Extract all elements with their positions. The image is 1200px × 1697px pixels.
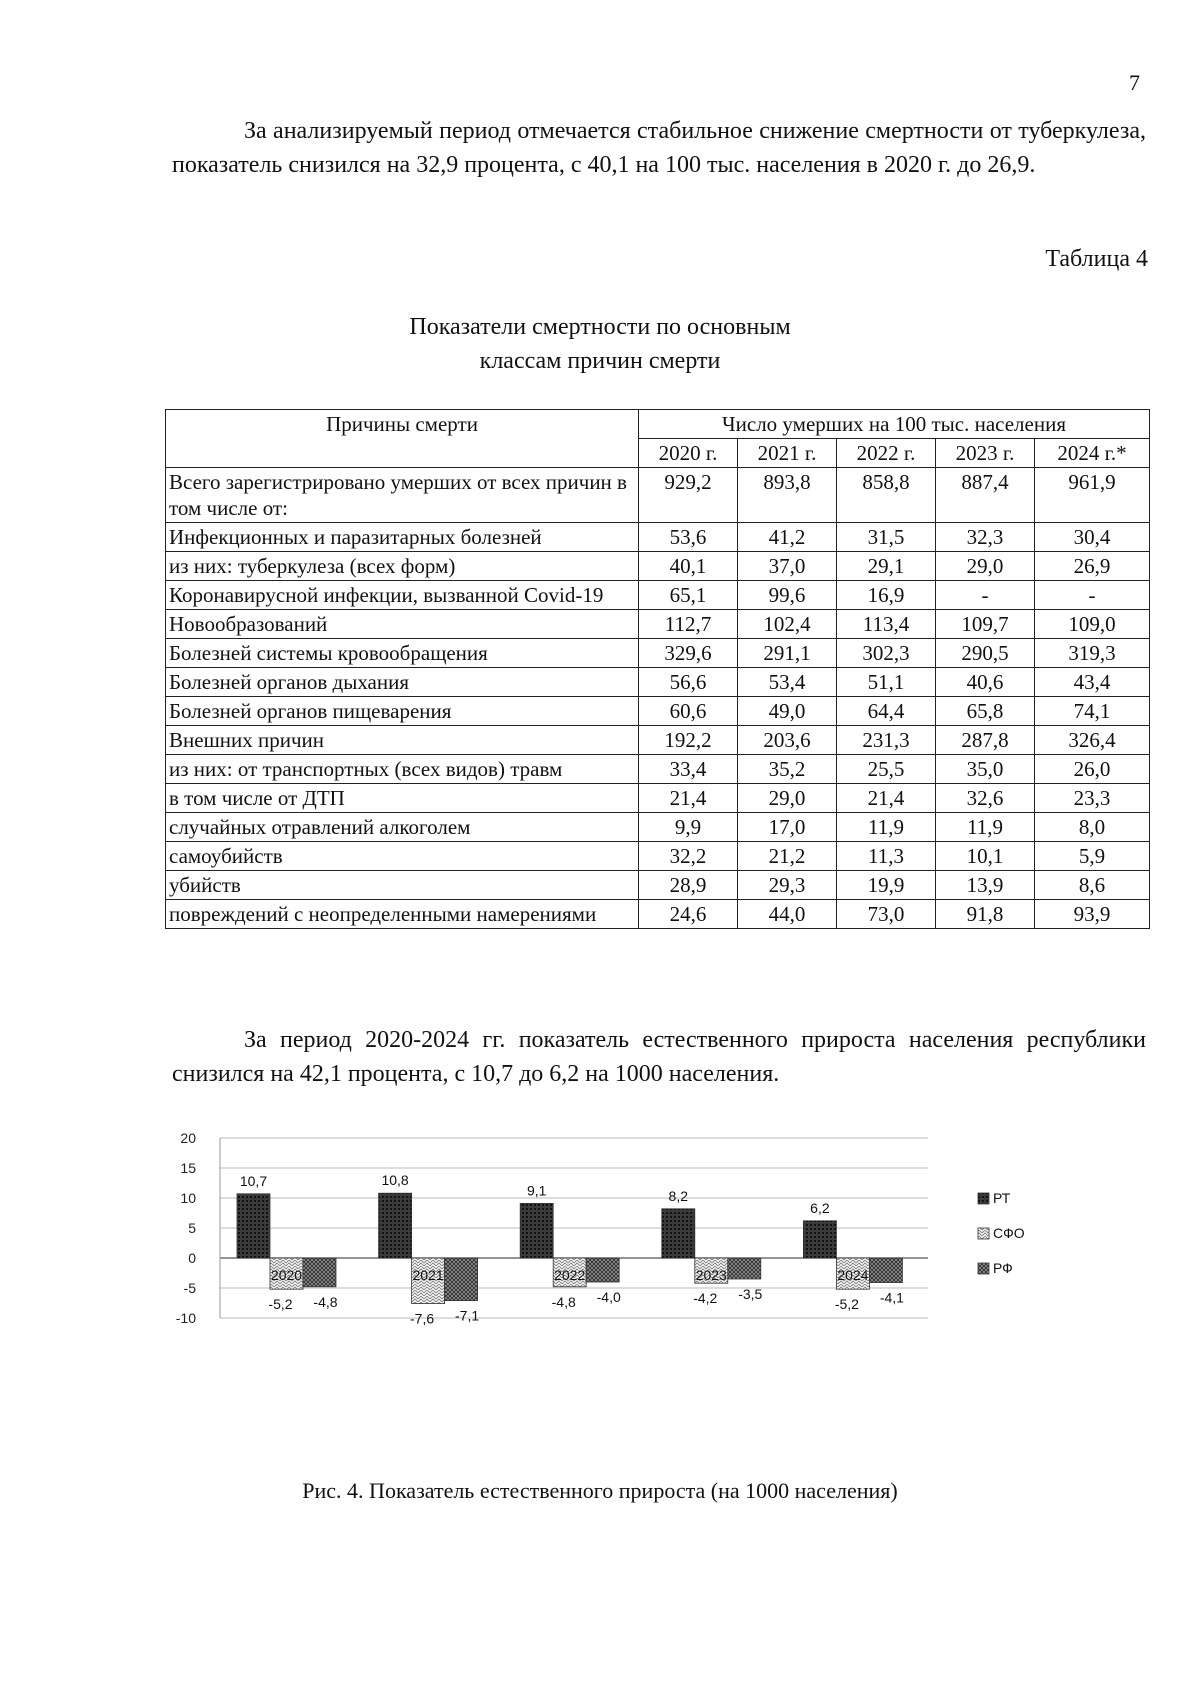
y-tick-label: 20 <box>180 1130 196 1146</box>
category-label: 2022 <box>554 1267 586 1283</box>
year-header: 2021 г. <box>738 439 837 468</box>
value-cell: 29,1 <box>837 552 936 581</box>
category-label: 2024 <box>837 1267 869 1283</box>
year-header: 2024 г.* <box>1035 439 1150 468</box>
value-cell: 49,0 <box>738 697 837 726</box>
value-cell: 21,2 <box>738 842 837 871</box>
value-cell: 53,4 <box>738 668 837 697</box>
bar-РФ-2023 <box>728 1258 761 1279</box>
value-cell: 32,2 <box>639 842 738 871</box>
table-row <box>166 784 1150 813</box>
value-cell: 33,4 <box>639 755 738 784</box>
value-cell: 29,3 <box>738 871 837 900</box>
value-cell: 41,2 <box>738 523 837 552</box>
value-cell: 109,7 <box>936 610 1035 639</box>
value-cell: 32,6 <box>936 784 1035 813</box>
value-cell: - <box>1035 581 1150 610</box>
value-cell: 319,3 <box>1035 639 1150 668</box>
value-cell: 26,9 <box>1035 552 1150 581</box>
table-body <box>166 468 1150 929</box>
chart-bars <box>237 1193 902 1303</box>
value-cell: 858,8 <box>837 468 936 523</box>
cause-cell: Внешних причин <box>166 726 639 755</box>
value-cell: 9,9 <box>639 813 738 842</box>
cause-cell: случайных отравлений алкоголем <box>166 813 639 842</box>
table-row <box>166 871 1150 900</box>
value-cell: 302,3 <box>837 639 936 668</box>
category-label: 2021 <box>412 1267 444 1283</box>
cause-cell: Болезней органов дыхания <box>166 668 639 697</box>
y-tick-label: 15 <box>180 1160 196 1176</box>
table-title-line: Показатели смертности по основным <box>409 314 791 340</box>
value-cell: 26,0 <box>1035 755 1150 784</box>
data-label: -7,6 <box>410 1310 435 1327</box>
paragraph-text: За анализируемый период отмечается стабильное снижение смертности от туберкулеза, показатель снизился на 32,9 процента, с 40,1 на 100 тыс. населения в 2020 г. до 26,9. <box>172 118 1146 178</box>
value-cell: 74,1 <box>1035 697 1150 726</box>
cause-cell: убийств <box>166 871 639 900</box>
legend-label: РТ <box>993 1190 1011 1206</box>
year-header: 2022 г. <box>837 439 936 468</box>
value-cell: 929,2 <box>639 468 738 523</box>
cause-cell: в том числе от ДТП <box>166 784 639 813</box>
table-row <box>166 668 1150 697</box>
bar-РТ-2022 <box>520 1203 553 1258</box>
bar-РТ-2020 <box>237 1194 270 1258</box>
data-label: -4,1 <box>879 1289 904 1306</box>
cause-cell: из них: туберкулеза (всех форм) <box>166 552 639 581</box>
cause-column-header: Причины смерти <box>166 410 639 468</box>
cause-cell: Коронавирусной инфекции, вызванной Covid-19 <box>166 581 639 610</box>
cause-cell: Всего зарегистрировано умерших от всех причин в том числе от: <box>166 468 639 523</box>
page-number: 7 <box>1129 70 1140 95</box>
value-cell: 93,9 <box>1035 900 1150 929</box>
bar-РФ-2021 <box>445 1258 478 1301</box>
value-cell: 291,1 <box>738 639 837 668</box>
data-label: -4,8 <box>551 1293 576 1310</box>
y-tick-label: 0 <box>188 1250 196 1266</box>
y-axis-ticks <box>176 1130 196 1326</box>
value-cell: 30,4 <box>1035 523 1150 552</box>
value-cell: 326,4 <box>1035 726 1150 755</box>
value-cell: 44,0 <box>738 900 837 929</box>
cause-cell: Инфекционных и паразитарных болезней <box>166 523 639 552</box>
value-cell: 113,4 <box>837 610 936 639</box>
cause-cell: самоубийств <box>166 842 639 871</box>
value-cell: 109,0 <box>1035 610 1150 639</box>
value-cell: 29,0 <box>936 552 1035 581</box>
value-cell: 56,6 <box>639 668 738 697</box>
data-label: 10,8 <box>381 1172 409 1189</box>
table-row <box>166 900 1150 929</box>
y-tick-label: 10 <box>180 1190 196 1206</box>
value-cell: 53,6 <box>639 523 738 552</box>
legend-swatch <box>978 1228 989 1239</box>
bar-РФ-2020 <box>303 1258 336 1287</box>
value-cell: 17,0 <box>738 813 837 842</box>
data-label: -5,2 <box>268 1296 293 1313</box>
table-title-line: классам причин смерти <box>479 348 721 374</box>
table-row <box>166 842 1150 871</box>
table-row <box>166 639 1150 668</box>
data-label: 10,7 <box>239 1172 268 1189</box>
value-cell: 102,4 <box>738 610 837 639</box>
value-cell: 37,0 <box>738 552 837 581</box>
table-label: Таблица 4 <box>1045 246 1148 272</box>
category-label: 2020 <box>270 1267 303 1283</box>
group-column-header: Число умерших на 100 тыс. населения <box>639 410 1150 439</box>
value-cell: 16,9 <box>837 581 936 610</box>
bar-РТ-2023 <box>662 1209 695 1258</box>
cause-cell: повреждений с неопределенными намерениями <box>166 900 639 929</box>
value-cell: 11,9 <box>837 813 936 842</box>
table-title <box>0 310 1200 378</box>
chart-legend <box>978 1190 1025 1276</box>
value-cell: 8,0 <box>1035 813 1150 842</box>
table-header-row <box>166 410 1150 439</box>
value-cell: 203,6 <box>738 726 837 755</box>
data-label: -4,8 <box>313 1293 338 1310</box>
value-cell: 887,4 <box>936 468 1035 523</box>
value-cell: 329,6 <box>639 639 738 668</box>
mortality-table <box>165 409 1150 929</box>
cause-cell: Новообразований <box>166 610 639 639</box>
value-cell: 24,6 <box>639 900 738 929</box>
legend-label: РФ <box>993 1260 1013 1276</box>
x-axis-categories <box>271 1267 869 1283</box>
data-label: -4,2 <box>693 1290 718 1307</box>
value-cell: 35,2 <box>738 755 837 784</box>
value-cell: 64,4 <box>837 697 936 726</box>
value-cell: 29,0 <box>738 784 837 813</box>
table-row <box>166 581 1150 610</box>
value-cell: 40,6 <box>936 668 1035 697</box>
data-label: -7,1 <box>455 1307 480 1324</box>
table-row <box>166 813 1150 842</box>
legend-label: СФО <box>993 1225 1025 1241</box>
value-cell: 287,8 <box>936 726 1035 755</box>
legend-swatch <box>978 1263 989 1274</box>
table-row <box>166 610 1150 639</box>
category-label: 2023 <box>695 1267 727 1283</box>
chart-canvas <box>175 1128 1058 1450</box>
value-cell: 35,0 <box>936 755 1035 784</box>
value-cell: 21,4 <box>639 784 738 813</box>
value-cell: 8,6 <box>1035 871 1150 900</box>
value-cell: 25,5 <box>837 755 936 784</box>
value-cell: 19,9 <box>837 871 936 900</box>
value-cell: 5,9 <box>1035 842 1150 871</box>
value-cell: 192,2 <box>639 726 738 755</box>
value-cell: 961,9 <box>1035 468 1150 523</box>
value-cell: 91,8 <box>936 900 1035 929</box>
value-cell: 31,5 <box>837 523 936 552</box>
value-cell: 32,3 <box>936 523 1035 552</box>
y-tick-label: -10 <box>175 1310 196 1326</box>
chart-caption: Рис. 4. Показатель естественного прироста (на 1000 населения) <box>302 1478 898 1503</box>
paragraph-text: За период 2020-2024 гг. показатель естественного прироста населения республики снизился на 42,1 процента, с 10,7 до 6,2 на 1000 населения. <box>172 1027 1146 1087</box>
y-tick-label: 5 <box>188 1220 196 1236</box>
value-cell: 28,9 <box>639 871 738 900</box>
value-cell: 43,4 <box>1035 668 1150 697</box>
y-tick-label: -5 <box>183 1280 196 1296</box>
value-cell: 231,3 <box>837 726 936 755</box>
cause-cell: Болезней системы кровообращения <box>166 639 639 668</box>
growth-paragraph <box>172 1023 1146 1091</box>
table-row <box>166 468 1150 523</box>
value-cell: 112,7 <box>639 610 738 639</box>
value-cell: 10,1 <box>936 842 1035 871</box>
bar-РТ-2024 <box>803 1221 836 1258</box>
data-label: -5,2 <box>834 1296 859 1313</box>
value-cell: 23,3 <box>1035 784 1150 813</box>
year-header: 2020 г. <box>639 439 738 468</box>
bar-РТ-2021 <box>379 1193 412 1258</box>
value-cell: 290,5 <box>936 639 1035 668</box>
value-cell: 65,1 <box>639 581 738 610</box>
data-label: 9,1 <box>526 1182 547 1199</box>
natural-growth-chart <box>175 1128 1058 1450</box>
table-row <box>166 697 1150 726</box>
value-cell: 893,8 <box>738 468 837 523</box>
cause-cell: из них: от транспортных (всех видов) травм <box>166 755 639 784</box>
data-label: -3,5 <box>738 1286 763 1302</box>
intro-paragraph <box>172 114 1146 182</box>
value-cell: 73,0 <box>837 900 936 929</box>
value-cell: 13,9 <box>936 871 1035 900</box>
bar-РФ-2022 <box>586 1258 619 1282</box>
data-label: -4,0 <box>596 1289 621 1305</box>
data-label: 6,2 <box>810 1199 830 1216</box>
value-cell: - <box>936 581 1035 610</box>
cause-cell: Болезней органов пищеварения <box>166 697 639 726</box>
value-cell: 11,3 <box>837 842 936 871</box>
value-cell: 65,8 <box>936 697 1035 726</box>
table-row <box>166 552 1150 581</box>
data-label: 8,2 <box>668 1187 689 1204</box>
value-cell: 11,9 <box>936 813 1035 842</box>
legend-swatch <box>978 1193 989 1204</box>
bar-РФ-2024 <box>869 1258 902 1283</box>
value-cell: 99,6 <box>738 581 837 610</box>
year-header: 2023 г. <box>936 439 1035 468</box>
value-cell: 40,1 <box>639 552 738 581</box>
table-row <box>166 755 1150 784</box>
table-row <box>166 523 1150 552</box>
value-cell: 21,4 <box>837 784 936 813</box>
table-row <box>166 726 1150 755</box>
value-cell: 51,1 <box>837 668 936 697</box>
value-cell: 60,6 <box>639 697 738 726</box>
